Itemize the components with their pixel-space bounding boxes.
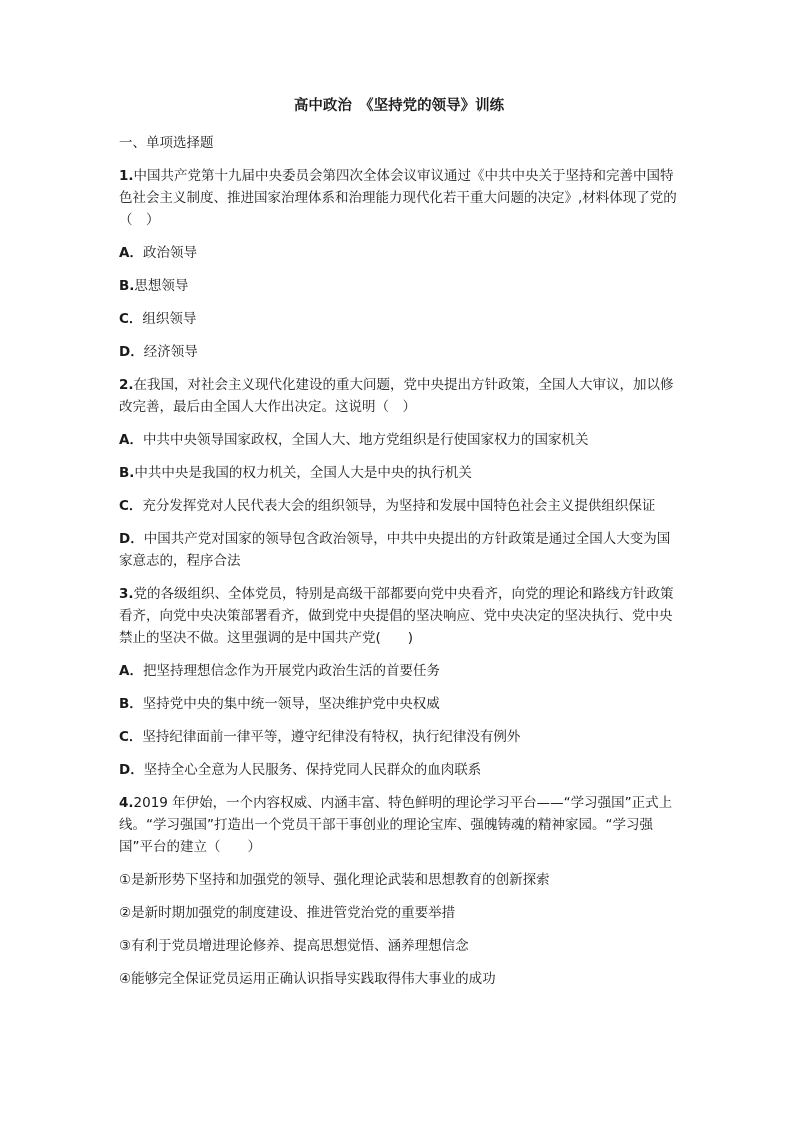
option-letter: D．	[119, 531, 144, 547]
document-title: 高中政治 《坚持党的领导》训练	[293, 98, 505, 114]
option-text: 思想领导	[134, 278, 189, 294]
option-letter: A．	[119, 432, 143, 448]
question-1-stem	[119, 165, 679, 231]
statement-text: 有利于党员增进理论修养、提高思想觉悟、涵养理想信念	[131, 938, 469, 954]
question-3-option-b	[119, 693, 679, 715]
option-letter: C．	[119, 311, 143, 327]
option-text: 中共中央是我国的权力机关，全国人大是中央的执行机关	[134, 465, 472, 481]
question-1-option-a	[119, 242, 679, 264]
question-number: 4.	[119, 795, 134, 811]
question-1-option-d	[119, 341, 679, 363]
question-text: 2019 年伊始，一个内容权威、内涵丰富、特色鲜明的理论学习平台——“学习强国”正式上线。“学习强国”打造出一个党员干部干事创业的理论宝库、强魄铸魂的精神家园。“学习强国”平台的建立（ ）	[119, 795, 673, 855]
question-text: 在我国，对社会主义现代化建设的重大问题，党中央提出方针政策，全国人大审议，加以修改完善，最后由全国人大作出决定。这说明（ ）	[119, 377, 674, 415]
option-letter: A．	[119, 245, 143, 261]
question-2-option-a	[119, 429, 679, 451]
option-text: 中国共产党对国家的领导包含政治领导，中共中央提出的方针政策是通过全国人大变为国家意志的，程序合法	[119, 531, 671, 569]
statement-text: 是新时期加强党的制度建设、推进管党治党的重要举措	[131, 905, 456, 921]
question-4-statement-2	[119, 902, 679, 924]
option-letter: C．	[119, 729, 143, 745]
question-number: 1.	[119, 168, 134, 184]
option-text: 经济领导	[143, 344, 198, 360]
option-letter: A．	[119, 663, 143, 679]
option-text: 中共中央领导国家政权，全国人大、地方党组织是行使国家权力的国家机关	[142, 432, 589, 448]
statement-marker: ①	[119, 872, 132, 888]
question-1-option-b	[119, 275, 679, 297]
statement-marker: ②	[119, 905, 132, 921]
option-text: 政治领导	[142, 245, 197, 261]
document-page	[119, 96, 679, 1001]
option-text: 坚持全心全意为人民服务、保持党同人民群众的血肉联系	[143, 762, 482, 778]
statement-marker: ④	[119, 971, 132, 987]
option-text: 把坚持理想信念作为开展党内政治生活的首要任务	[142, 663, 440, 679]
option-text: 坚持纪律面前一律平等，遵守纪律没有特权，执行纪律没有例外	[142, 729, 521, 745]
question-2-option-c	[119, 495, 679, 517]
question-1-option-c	[119, 308, 679, 330]
question-2-option-d	[119, 528, 679, 572]
option-letter: B．	[119, 696, 143, 712]
question-text: 党的各级组织、全体党员，特别是高级干部都要向党中央看齐，向党的理论和路线方针政策看齐，向党中央决策部署看齐，做到党中央提倡的坚决响应、党中央决定的坚决执行、党中央禁止的坚决不做。这里强调的是中国共产党( )	[119, 586, 674, 646]
statement-text: 是新形势下坚持和加强党的领导、强化理论武装和思想教育的创新探索	[131, 872, 550, 888]
statement-marker: ③	[119, 938, 132, 954]
question-3-option-d	[119, 759, 679, 781]
question-3-option-a	[119, 660, 679, 682]
statement-text: 能够完全保证党员运用正确认识指导实践取得伟大事业的成功	[131, 971, 496, 987]
question-2-stem	[119, 374, 679, 418]
question-number: 2.	[119, 377, 134, 393]
question-3-stem	[119, 583, 679, 649]
section-heading: 一、单项选择题	[119, 135, 214, 151]
option-letter: D．	[119, 762, 144, 778]
option-text: 组织领导	[142, 311, 197, 327]
question-2-option-b	[119, 462, 679, 484]
question-4-statement-4	[119, 968, 679, 990]
option-text: 充分发挥党对人民代表大会的组织领导，为坚持和发展中国特色社会主义提供组织保证	[142, 498, 656, 514]
option-letter: B.	[119, 465, 135, 481]
option-letter: B.	[119, 278, 135, 294]
question-4-stem	[119, 792, 679, 858]
question-4-statement-1	[119, 869, 679, 891]
option-letter: C．	[119, 498, 143, 514]
question-number: 3.	[119, 586, 134, 602]
option-text: 坚持党中央的集中统一领导，坚决维护党中央权威	[142, 696, 440, 712]
question-text: 中国共产党第十九届中央委员会第四次全体会议审议通过《中共中央关于坚持和完善中国特色社会主义制度、推进国家治理体系和治理能力现代化若干重大问题的决定》,材料体现了党的（ ）	[119, 168, 677, 228]
question-3-option-c	[119, 726, 679, 748]
option-letter: D．	[119, 344, 144, 360]
question-4-statement-3	[119, 935, 679, 957]
